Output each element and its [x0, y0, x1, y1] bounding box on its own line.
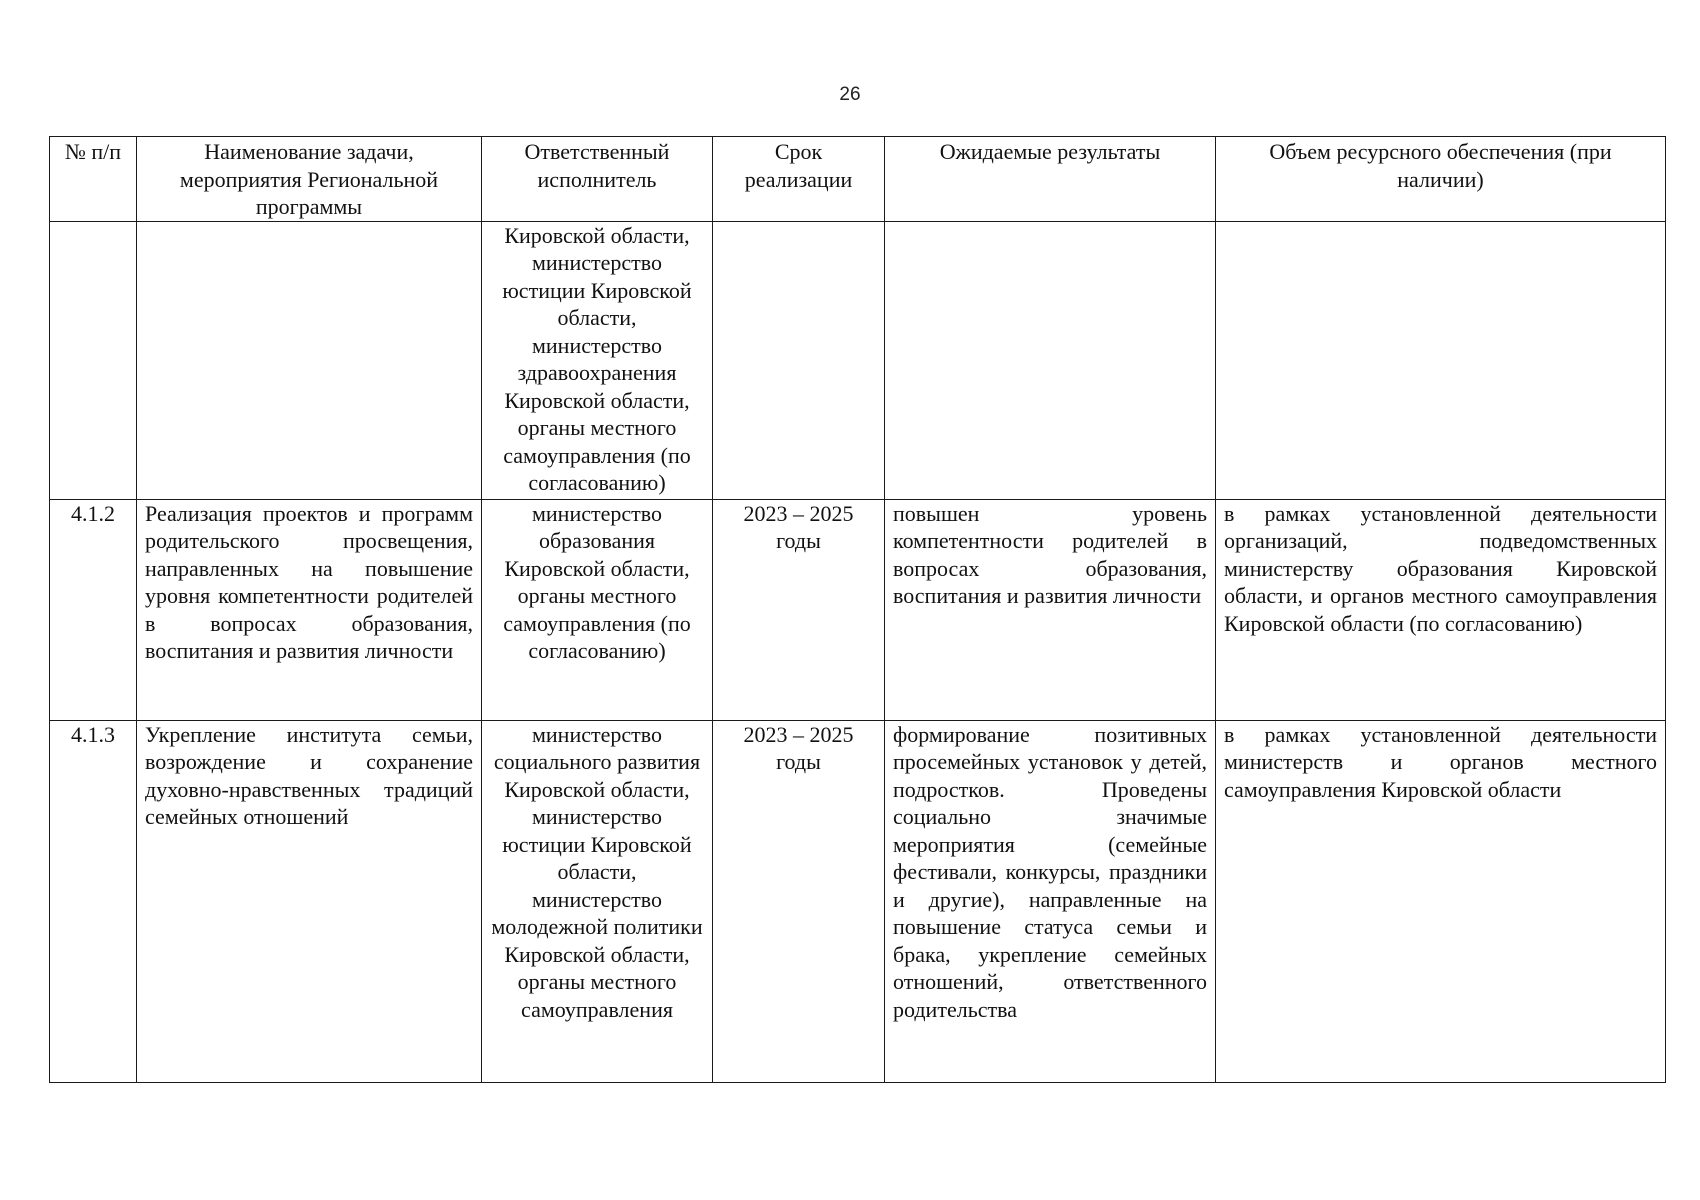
cell-name: Укрепление института семьи, возрождение и сохранение духовно-нравственных традиций семейных отношений [137, 720, 482, 1082]
cell-resources [1216, 221, 1666, 499]
header-executor: Ответственный исполнитель [482, 137, 713, 222]
cell-executor: министерство социального развития Кировской области, министерство юстиции Кировской области, министерство молодежной политики Кировской области, органы местного самоуправления [482, 720, 713, 1082]
table-row [50, 499, 1666, 720]
cell-num: 4.1.2 [50, 499, 137, 720]
cell-results [885, 221, 1216, 499]
cell-term [713, 221, 885, 499]
cell-num: 4.1.3 [50, 720, 137, 1082]
cell-results: повышен уровень компетентности родителей в вопросах образования, воспитания и развития личности [885, 499, 1216, 720]
page-number: 26 [839, 84, 861, 105]
cell-num [50, 221, 137, 499]
program-table [49, 136, 1666, 1083]
header-term: Срок реализации [713, 137, 885, 222]
header-resources: Объем ресурсного обеспечения (при наличии) [1216, 137, 1666, 222]
cell-resources: в рамках установленной деятельности организаций, подведомственных министерству образования Кировской области, и органов местного самоуправления Кировской области (по согласованию) [1216, 499, 1666, 720]
cell-name: Реализация проектов и программ родительского просвещения, направленных на повышение уровня компетентности родителей в вопросах образования, воспитания и развития личности [137, 499, 482, 720]
cell-term: 2023 – 2025 годы [713, 499, 885, 720]
cell-name [137, 221, 482, 499]
table-row [50, 720, 1666, 1082]
header-name: Наименование задачи, мероприятия Региональной программы [137, 137, 482, 222]
cell-results: формирование позитивных просемейных установок у детей, подростков. Проведены социально значимые мероприятия (семейные фестивали, конкурсы, праздники и другие), направленные на повышение статуса семьи и брака, укрепление семейных отношений, ответственного родительства [885, 720, 1216, 1082]
cell-executor: Кировской области, министерство юстиции Кировской области, министерство здравоохранения Кировской области, органы местного самоуправления (по согласованию) [482, 221, 713, 499]
table-row [50, 221, 1666, 499]
table-header-row [50, 137, 1666, 222]
cell-resources: в рамках установленной деятельности министерств и органов местного самоуправления Кировской области [1216, 720, 1666, 1082]
header-num: № п/п [50, 137, 137, 222]
cell-term: 2023 – 2025 годы [713, 720, 885, 1082]
header-results: Ожидаемые результаты [885, 137, 1216, 222]
cell-executor: министерство образования Кировской области, органы местного самоуправления (по согласованию) [482, 499, 713, 720]
